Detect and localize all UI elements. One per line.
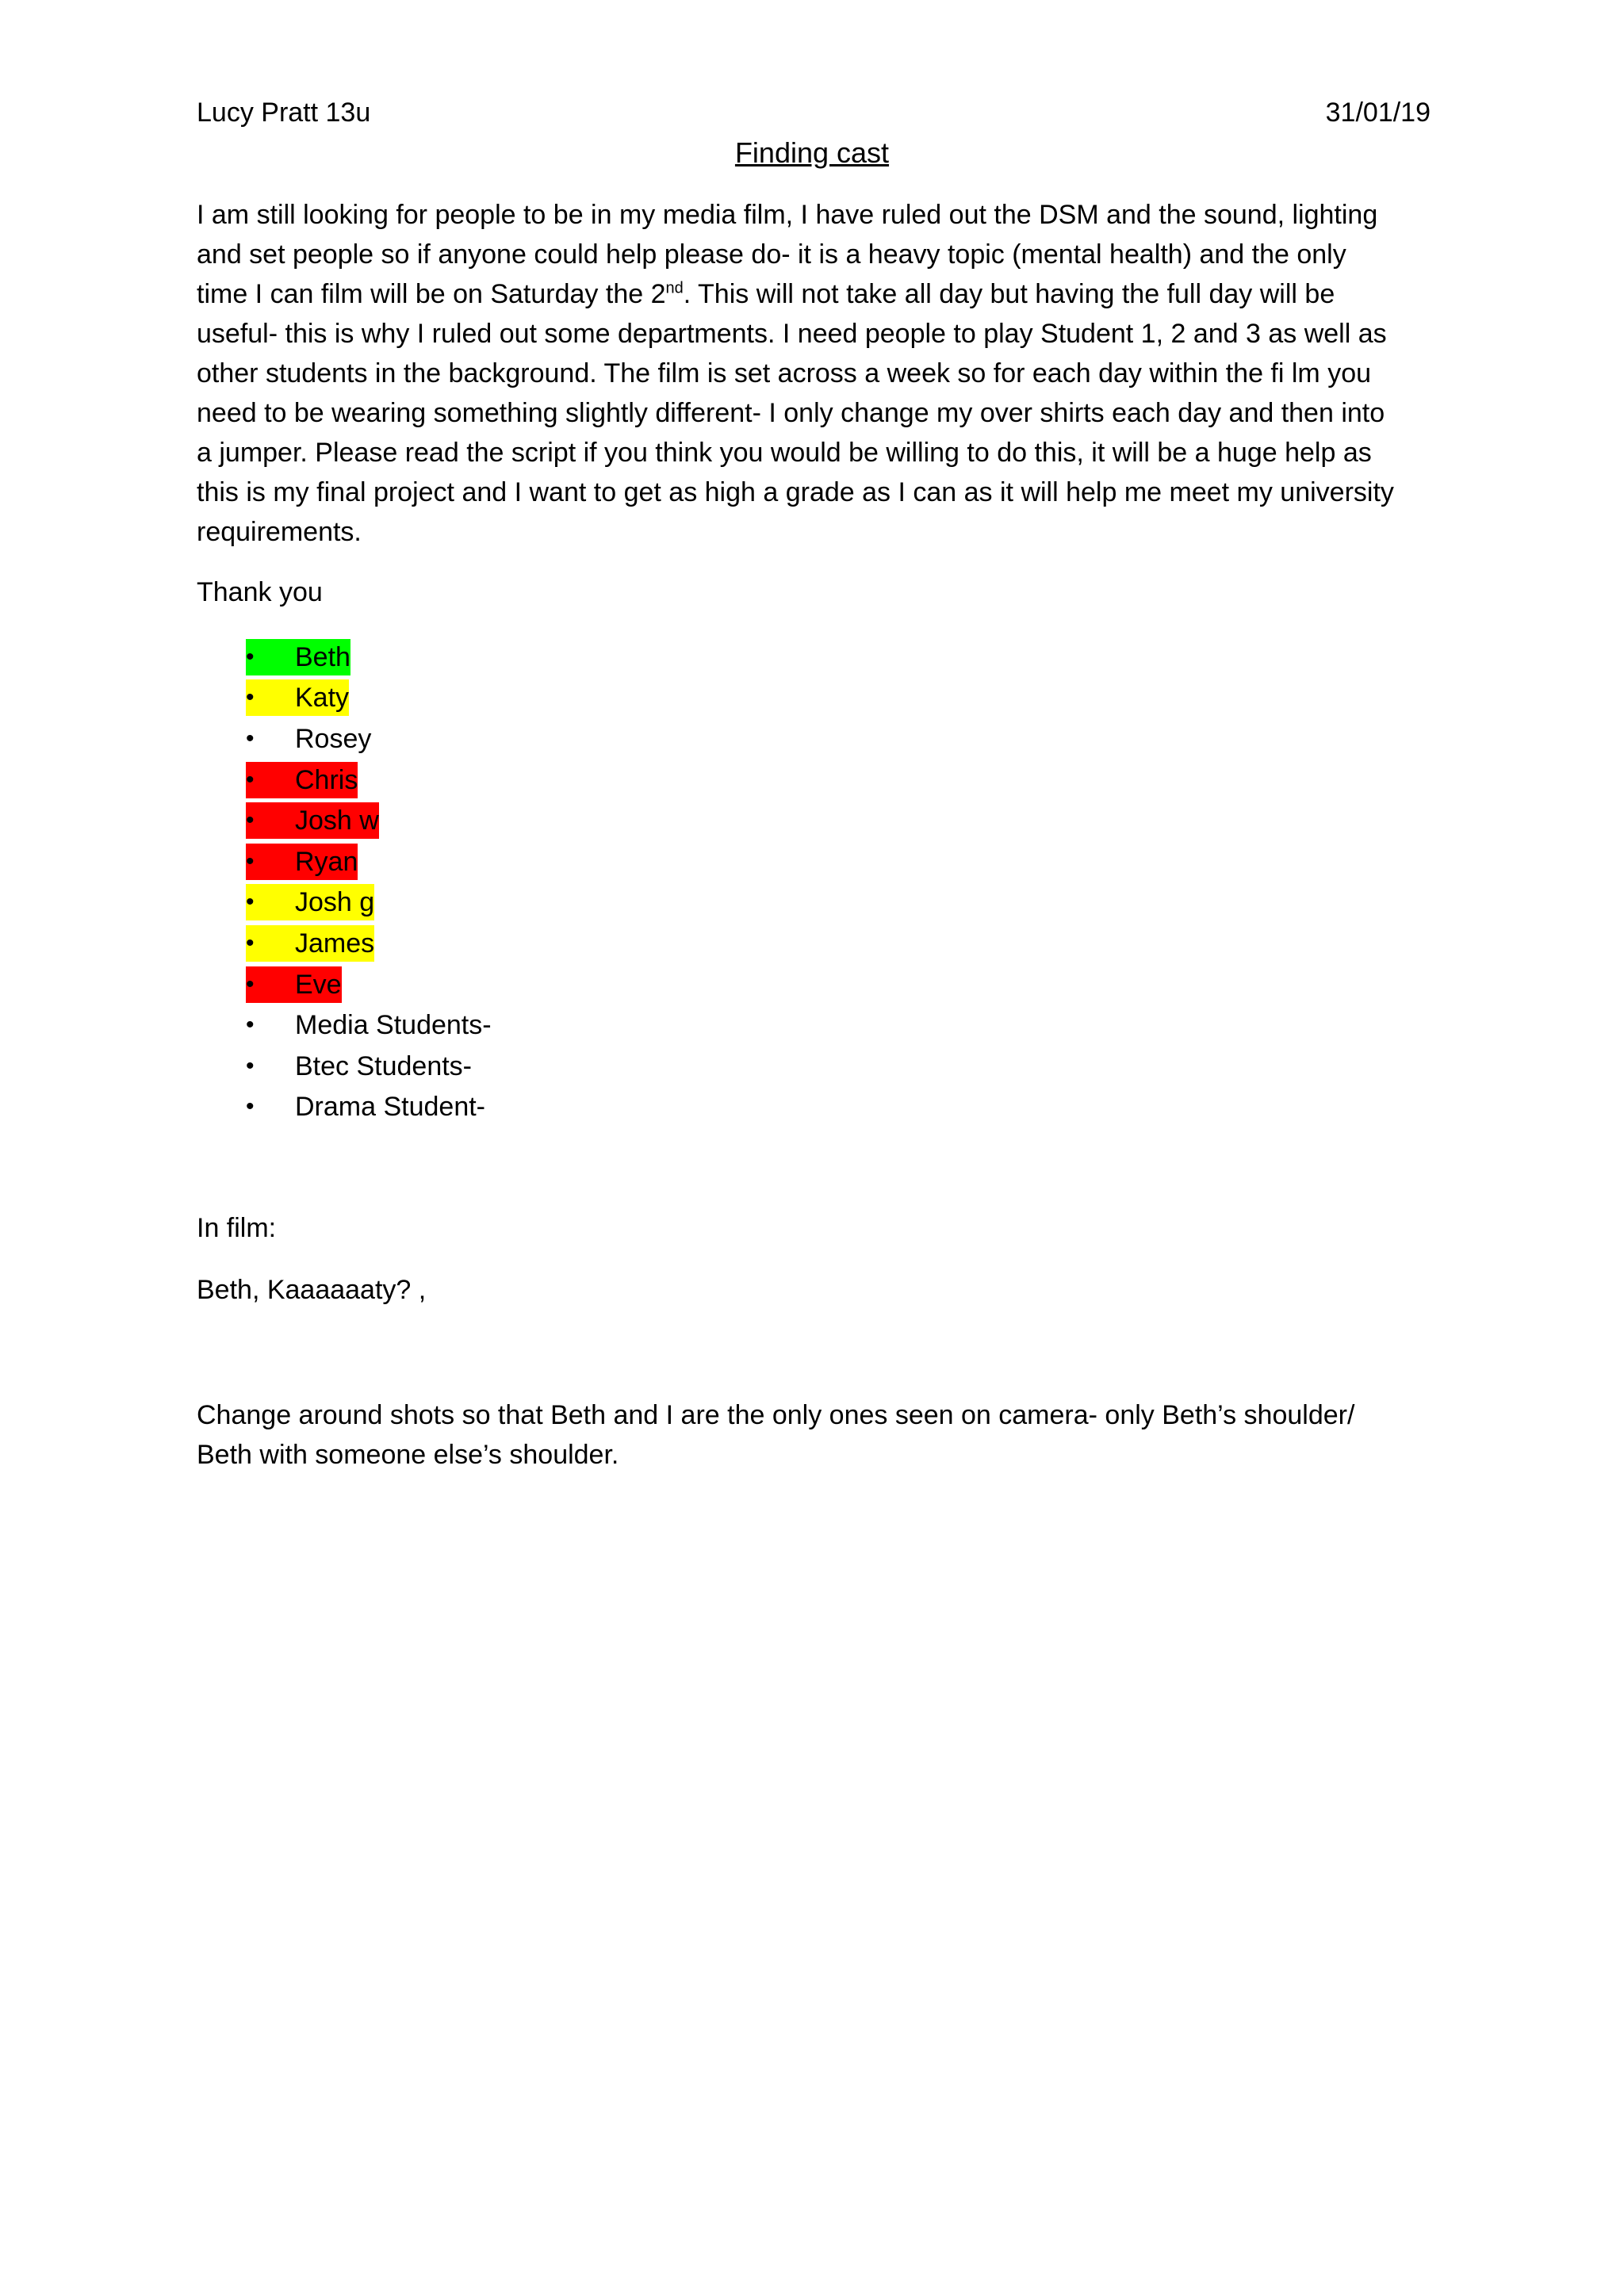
cast-list-item (246, 1046, 492, 1087)
date-label: 31/01/19 (1325, 98, 1431, 128)
bullet-icon: • (246, 848, 255, 874)
in-film-heading: In film: (197, 1213, 277, 1243)
bullet-icon: • (246, 970, 255, 997)
cast-highlight (246, 844, 358, 880)
intro-line (197, 274, 1434, 314)
intro-line: I am still looking for people to be in my media film, I have ruled out the DSM and the sound, lighting (197, 200, 1378, 230)
cast-list (246, 637, 492, 1127)
cast-name: Katy (295, 683, 350, 714)
cast-name: Btec Students- (295, 1050, 473, 1081)
cast-name: Chris (295, 764, 358, 795)
ordinal-superscript: nd (665, 279, 684, 297)
cast-highlight (246, 1007, 492, 1043)
cast-highlight (246, 925, 374, 962)
cast-highlight (246, 966, 342, 1003)
cast-highlight (246, 1048, 472, 1085)
cast-name: Drama Student- (295, 1092, 485, 1123)
bullet-icon: • (246, 643, 255, 670)
cast-highlight (246, 721, 371, 757)
intro-line: a jumper. Please read the script if you think you would be willing to do this, it will be a huge help as (197, 438, 1372, 468)
cast-name: Josh w (295, 806, 379, 836)
author-label: Lucy Pratt 13u (197, 98, 371, 128)
cast-list-item (246, 760, 492, 801)
cast-name: James (295, 928, 375, 959)
cast-name: Rosey (295, 723, 372, 754)
change-note-line: Change around shots so that Beth and I are the only ones seen on camera- only Beth’s shoulder/ (197, 1400, 1355, 1430)
cast-list-item (246, 718, 492, 760)
bullet-icon: • (246, 725, 255, 752)
cast-list-item (246, 1004, 492, 1046)
cast-list-item (246, 1087, 492, 1128)
intro-line: this is my final project and I want to get as high a grade as I can as it will help me meet my university (197, 477, 1394, 507)
bullet-icon: • (246, 807, 255, 834)
intro-line-text: time I can film will be on Saturday the 2 (197, 279, 666, 309)
document-title: Finding cast (734, 136, 890, 169)
cast-list-item (246, 923, 492, 964)
in-film-names: Beth, Kaaaaaaty? , (197, 1275, 427, 1305)
intro-line-text: . This will not take all day but having the full day will be (683, 279, 1335, 309)
change-note-line: Beth with someone else’s shoulder. (197, 1440, 619, 1470)
bullet-icon: • (246, 889, 255, 916)
cast-highlight (246, 639, 350, 675)
bullet-icon: • (246, 1012, 255, 1039)
cast-list-item (246, 882, 492, 924)
cast-name: Ryan (295, 846, 358, 877)
cast-highlight (246, 762, 358, 798)
bullet-icon: • (246, 766, 255, 793)
thanks-text: Thank you (197, 577, 323, 607)
bullet-icon: • (246, 929, 255, 956)
cast-highlight (246, 802, 379, 839)
bullet-icon: • (246, 684, 255, 711)
cast-list-item (246, 637, 492, 678)
intro-line: requirements. (197, 517, 362, 547)
bullet-icon: • (246, 1052, 255, 1079)
change-note-paragraph (197, 1395, 1354, 1475)
intro-line: and set people so if anyone could help please do- it is a heavy topic (mental health) and the only (197, 239, 1346, 270)
cast-list-item (246, 841, 492, 882)
cast-list-item (246, 800, 492, 841)
cast-name: Josh g (295, 887, 375, 918)
intro-paragraph (197, 195, 1434, 552)
cast-highlight (246, 1089, 485, 1125)
bullet-icon: • (246, 1093, 255, 1120)
cast-highlight (246, 884, 374, 920)
cast-name: Eve (295, 969, 342, 1000)
intro-line: other students in the background. The film is set across a week so for each day within the fi lm you (197, 358, 1372, 388)
cast-name: Beth (295, 641, 350, 672)
intro-line: useful- this is why I ruled out some departments. I need people to play Student 1, 2 and 3 as well as (197, 319, 1387, 349)
intro-line: need to be wearing something slightly different- I only change my over shirts each day and then into (197, 398, 1385, 428)
cast-list-item (246, 964, 492, 1005)
cast-list-item (246, 678, 492, 719)
cast-name: Media Students- (295, 1010, 492, 1041)
cast-highlight (246, 679, 349, 716)
